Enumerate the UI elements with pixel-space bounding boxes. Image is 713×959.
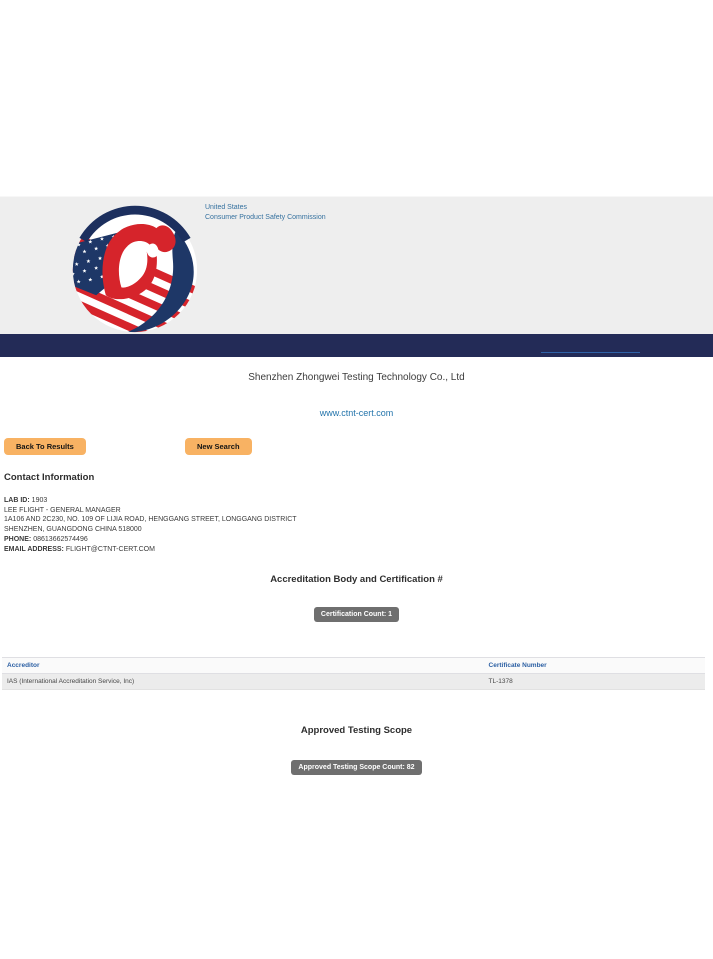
certification-count-badge: Certification Count: 1 (314, 607, 399, 622)
scope-count-row (4, 756, 709, 775)
approved-testing-scope-count-badge: Approved Testing Scope Count: 82 (291, 760, 421, 775)
lab-id-line (4, 496, 709, 506)
accreditation-heading: Accreditation Body and Certification # (270, 574, 443, 586)
main-content (0, 371, 713, 775)
accreditor-cell: IAS (International Accreditation Service, Inc) (2, 674, 484, 690)
table-row (2, 674, 705, 690)
site-header (0, 196, 713, 334)
contact-information-block (4, 496, 709, 554)
accreditation-table-wrap (2, 657, 705, 690)
certification-count-row (4, 603, 709, 622)
top-whitespace (0, 0, 713, 196)
action-buttons-row (4, 438, 709, 455)
lab-website-link[interactable]: www.ctnt-cert.com (319, 408, 394, 418)
accreditation-table (2, 657, 705, 690)
email-label: EMAIL ADDRESS: (4, 545, 64, 553)
address-line2: SHENZHEN, GUANGDONG CHINA 518000 (4, 526, 142, 534)
back-to-results-button[interactable]: Back To Results (4, 438, 86, 455)
email-line (4, 545, 709, 555)
approved-testing-scope-heading: Approved Testing Scope (300, 725, 413, 737)
lab-id-value: 1903 (31, 497, 48, 504)
agency-line2: Consumer Product Safety Commission (205, 213, 326, 221)
agency-title (205, 203, 326, 222)
contact-information-heading: Contact Information (4, 472, 95, 483)
phone-value: 08613662574496 (33, 535, 88, 543)
main-navbar (0, 334, 713, 357)
contact-name-line: LEE FLIGHT - GENERAL MANAGER (4, 506, 121, 514)
lab-website-row (4, 403, 709, 421)
accreditor-column-header: Accreditor (2, 658, 484, 674)
address-line1: 1A106 AND 2C230, NO. 109 OF LIJIA ROAD, HENGGANG STREET, LONGGANG DISTRICT (4, 516, 297, 524)
agency-line1: United States (205, 204, 248, 211)
table-header-row (2, 658, 705, 674)
phone-line (4, 535, 709, 545)
cpsc-eagle-flag-icon (67, 200, 203, 336)
certificate-number-column-header: Certificate Number (484, 658, 705, 674)
lab-id-label: LAB ID: (4, 497, 30, 504)
certificate-number-cell: TL-1378 (484, 674, 705, 690)
nav-active-link-underline[interactable] (541, 352, 640, 353)
new-search-button[interactable]: New Search (185, 438, 252, 455)
email-value: FLIGHT@CTNT-CERT.COM (65, 545, 155, 553)
phone-label: PHONE: (4, 535, 32, 543)
cpsc-eagle-logo[interactable] (67, 200, 203, 336)
lab-name-title: Shenzhen Zhongwei Testing Technology Co., Ltd (248, 372, 465, 383)
